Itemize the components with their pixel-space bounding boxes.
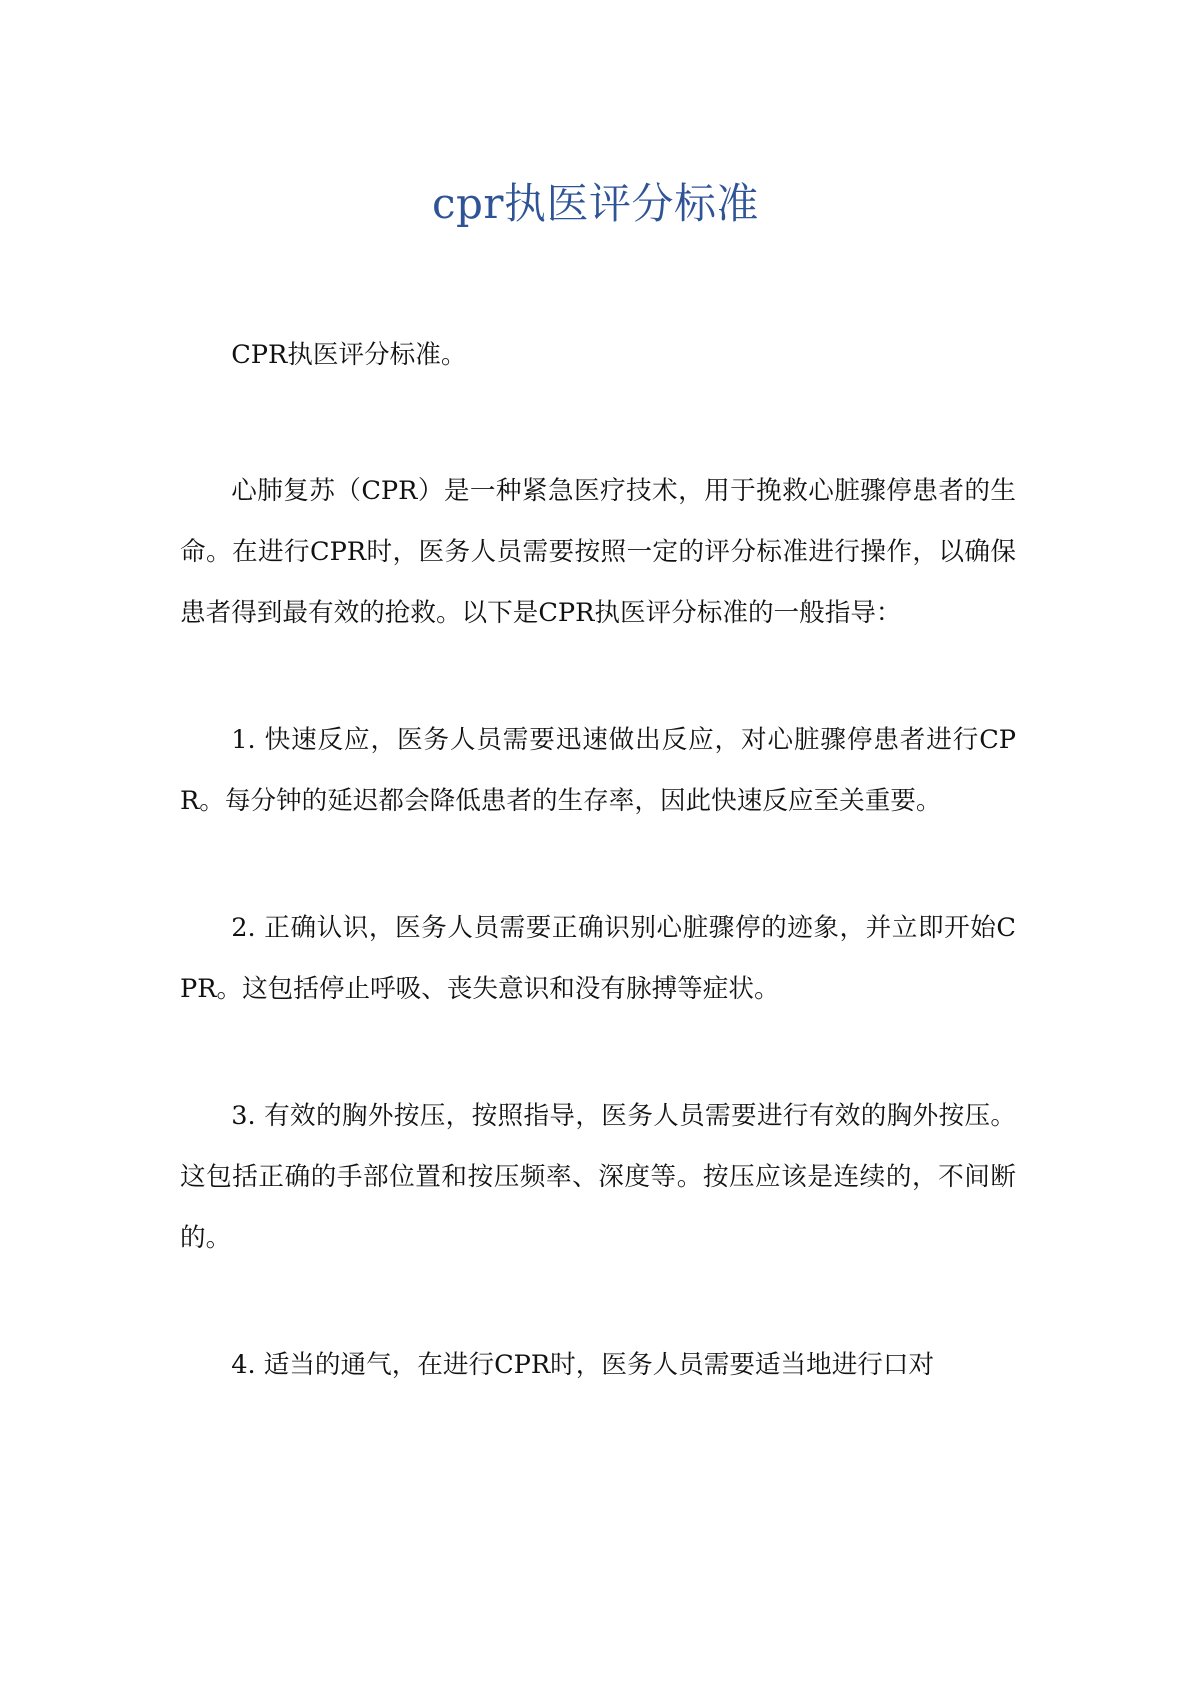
paragraph-intro-title: CPR执医评分标准。	[231, 340, 467, 370]
document-title: cpr执医评分标准	[432, 179, 759, 228]
paragraph-item-2: 2. 正确认识，医务人员需要正确识别心脏骤停的迹象，并立即开始CPR。这包括停止呼吸、丧失意识和没有脉搏等症状。	[180, 913, 1016, 1004]
paragraph-item-4: 4. 适当的通气，在进行CPR时，医务人员需要适当地进行口对	[231, 1350, 935, 1380]
paragraph-item-1: 1. 快速反应，医务人员需要迅速做出反应，对心脏骤停患者进行CPR。每分钟的延迟都会降低患者的生存率，因此快速反应至关重要。	[180, 725, 1016, 816]
document-body	[180, 325, 1016, 1396]
paragraph-overview: 心肺复苏（CPR）是一种紧急医疗技术，用于挽救心脏骤停患者的生命。在进行CPR时，医务人员需要按照一定的评分标准进行操作，以确保患者得到最有效的抢救。以下是CPR执医评分标准的一般指导：	[180, 476, 1016, 628]
paragraph-item-3: 3. 有效的胸外按压，按照指导，医务人员需要进行有效的胸外按压。这包括正确的手部位置和按压频率、深度等。按压应该是连续的，不间断的。	[180, 1101, 1016, 1253]
